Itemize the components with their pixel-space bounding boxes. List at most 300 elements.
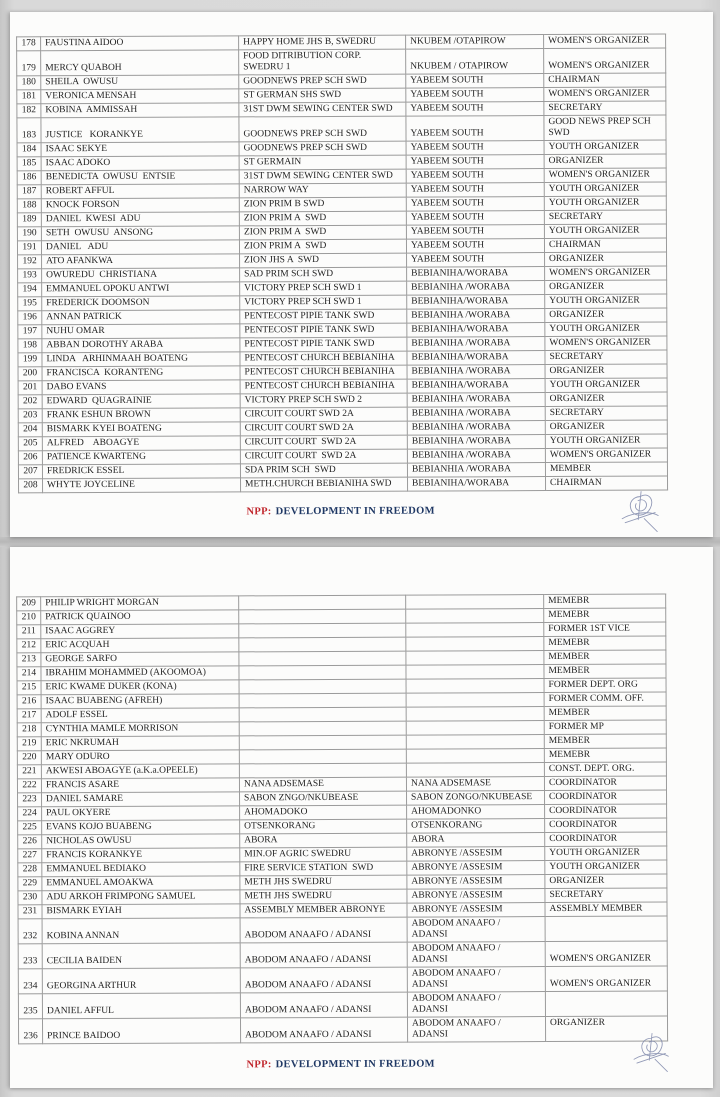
roster-table-wrap-1 [16,34,668,494]
station-name: PENTECOST CHURCH BEBIANIHA [240,351,407,366]
station-name: PENTECOST PIPIE TANK SWD [240,323,407,338]
row-number: 187 [17,185,41,199]
member-name: AKWESI ABOAGYE (a.K.a.OPEELE) [41,764,239,779]
position-title: COORDINATOR [545,818,667,833]
member-name: FREDERICK DOOMSON [42,296,240,311]
electoral-area: OTSENKORANG [407,819,545,834]
position-title: MEMBER [545,462,667,477]
station-name [239,623,406,638]
electoral-area [406,749,544,764]
electoral-area [406,651,544,666]
electoral-area [406,693,544,708]
member-name: ADOLF ESSEL [41,708,239,723]
position-title: YOUTH ORGANIZER [545,860,667,875]
position-title: COORDINATOR [545,832,667,847]
station-name: ST GERMAN SHS SWD [239,88,406,103]
slogan-text: DEVELOPMENT IN FREEDOM [275,1058,435,1071]
station-name: ABODOM ANAAFO / ADANSI [240,942,407,968]
electoral-area: NKUBEM /OTAPIROW [406,35,544,50]
position-title: WOMEN'S ORGANIZER [544,168,666,183]
station-name: HAPPY HOME JHS B, SWEDRU [239,35,406,50]
row-number: 182 [17,104,41,118]
station-name [239,693,406,708]
member-name: FRANCIS KORANKYE [42,848,240,863]
position-title: FORMER 1ST VICE [544,622,666,637]
row-number: 211 [17,625,41,639]
row-number: 215 [17,681,41,695]
station-name: MIN.OF AGRIC SWEDRU [240,847,407,862]
npp-label: NPP: [246,1059,272,1071]
position-title: CHAIRMAN [544,73,666,88]
electoral-area: YABEEM SOUTH [406,74,544,89]
station-name: PENTECOST PIPIE TANK SWD [240,337,407,352]
row-number: 233 [18,944,42,969]
position-title: YOUTH ORGANIZER [544,196,666,211]
electoral-area: YABEEM SOUTH [406,225,544,240]
position-title: WOMEN'S ORGANIZER [545,448,667,463]
station-name: CIRCUIT COURT SWD 2A [240,421,407,436]
position-title: FORMER MP [544,720,666,735]
station-name: OTSENKORANG [240,819,407,834]
electoral-area: BEBIANIHA /WORABA [407,449,545,464]
electoral-area: BEBIANIHA/WORABA [407,295,545,310]
member-name: EMMANUEL OPOKU ANTWI [42,282,240,297]
row-number: 231 [18,905,42,919]
electoral-area [406,707,544,722]
station-name: PENTECOST PIPIE TANK SWD [240,309,407,324]
member-name: LINDA ARHINMAAH BOATENG [42,352,240,367]
slogan-text: DEVELOPMENT IN FREEDOM [275,505,435,518]
electoral-area [406,637,544,652]
member-name: IBRAHIM MOHAMMED (AKOOMOA) [41,666,239,681]
member-name: OWUREDU CHRISTIANA [42,268,240,283]
position-title [545,991,667,1017]
electoral-area: NANA ADSEMASE [406,777,544,792]
page-2-content [9,545,714,1089]
station-name: PENTECOST CHURCH BEBIANIHA [240,365,407,380]
electoral-area: YABEEM SOUTH [406,197,544,212]
position-title: MEMEBR [544,608,666,623]
row-number: 198 [18,339,42,353]
member-name: ALFRED ABOAGYE [42,436,240,451]
member-name: ISAAC ADOKO [41,156,239,171]
row-number: 179 [17,51,41,76]
position-title: YOUTH ORGANIZER [545,294,667,309]
electoral-area: ABODOM ANAAFO / ADANSI [407,917,545,943]
row-number: 229 [18,877,42,891]
station-name: METH.CHURCH BEBIANIHA SWD [241,477,408,492]
members-roster-table-2 [16,594,668,1045]
electoral-area: AHOMADONKO [407,805,545,820]
station-name [239,595,406,610]
position-title: COORDINATOR [545,804,667,819]
member-name: PAUL OKYERE [42,806,240,821]
row-number: 220 [17,751,41,765]
npp-label: NPP: [246,506,272,518]
position-title: FORMER DEPT. ORG [544,678,666,693]
electoral-area [406,721,544,736]
position-title: ASSEMBLY MEMBER [545,902,667,917]
member-name: EMMANUEL BEDIAKO [42,862,240,877]
electoral-area: ABRONYE /ASSESIM [407,903,545,918]
position-title: FORMER COMM. OFF. [544,692,666,707]
position-title: WOMEN'S ORGANIZER [544,87,666,102]
party-slogan-footer [0,504,692,518]
station-name: GOODNEWS PREP SCH SWD [239,141,406,156]
electoral-area: YABEEM SOUTH [406,239,544,254]
position-title: GOOD NEWS PREP SCH SWD [544,115,666,141]
row-number: 235 [18,994,42,1019]
row-number: 232 [18,919,42,944]
position-title: ORGANIZER [545,392,667,407]
member-name: ATO AFANKWA [42,254,240,269]
member-name: NUHU OMAR [42,324,240,339]
member-name: PATIENCE KWARTENG [42,450,240,465]
station-name: ASSEMBLY MEMBER ABRONYE [240,903,407,918]
position-title: YOUTH ORGANIZER [545,846,667,861]
roster-table-wrap-2 [16,594,668,1045]
position-title: ORGANIZER [545,874,667,889]
row-number: 199 [18,353,42,367]
electoral-area: ABORA [407,833,545,848]
electoral-area: YABEEM SOUTH [406,88,544,103]
row-number: 204 [18,423,42,437]
electoral-area [406,665,544,680]
row-number: 209 [17,597,41,611]
row-number: 197 [18,325,42,339]
position-title: COORDINATOR [544,776,666,791]
station-name: SDA PRIM SCH SWD [240,463,407,478]
member-name: EMMANUEL AMOAKWA [42,876,240,891]
signature-stamp-icon [619,488,661,534]
row-number: 203 [18,409,42,423]
row-number: 228 [18,863,42,877]
electoral-area: BEBIANIHA/WORABA [407,267,545,282]
position-title: ORGANIZER [545,420,667,435]
member-name: PHILIP WRIGHT MORGAN [41,596,239,611]
electoral-area: ABODOM ANAAFO / ADANSI [407,967,545,993]
member-name: KOBINA AMMISSAH [41,103,239,118]
row-number: 216 [17,695,41,709]
position-title: MEMBER [544,650,666,665]
station-name: ABODOM ANAAFO / ADANSI [240,967,407,993]
electoral-area: YABEEM SOUTH [406,141,544,156]
electoral-area: BEBIANIHA /WORABA [407,421,545,436]
station-name: ST GERMAIN [239,155,406,170]
position-title: WOMEN'S ORGANIZER [544,48,666,74]
member-name: DANIEL KWESI ADU [41,212,239,227]
member-name: GEORGE SARFO [41,652,239,667]
position-title: SECRETARY [544,101,666,116]
row-number: 207 [18,465,42,479]
electoral-area: BEBIANIHA/WORABA [407,351,545,366]
electoral-area: ABRONYE /ASSESIM [407,847,545,862]
position-title: ORGANIZER [545,280,667,295]
row-number: 234 [18,969,42,994]
table-row [17,48,666,76]
station-name: CIRCUIT COURT SWD 2A [240,407,407,422]
row-number: 219 [17,737,41,751]
document-page-1 [10,12,713,537]
station-name: ZION PRIM B SWD [239,197,406,212]
station-name: GOODNEWS PREP SCH SWD [239,116,406,142]
position-title: MEMEBR [544,636,666,651]
station-name: CIRCUIT COURT SWD 2A [240,435,407,450]
station-name: ABODOM ANAAFO / ADANSI [240,917,407,943]
row-number: 202 [18,395,42,409]
position-title: ORGANIZER [544,154,666,169]
row-number: 221 [17,765,41,779]
electoral-area: YABEEM SOUTH [406,169,544,184]
position-title: YOUTH ORGANIZER [544,140,666,155]
position-title: ORGANIZER [545,252,667,267]
member-name: NICHOLAS OWUSU [42,834,240,849]
position-title: ORGANIZER [545,308,667,323]
position-title: COORDINATOR [545,790,667,805]
electoral-area: YABEEM SOUTH [406,183,544,198]
position-title: ORGANIZER [545,1016,667,1042]
electoral-area: YABEEM SOUTH [406,155,544,170]
member-name: JUSTICE KORANKYE [41,117,239,143]
table-row [18,941,667,969]
station-name: AHOMADOKO [240,805,407,820]
table-row [18,916,667,944]
member-name: ANNAN PATRICK [42,310,240,325]
member-name: FRANCISCA KORANTENG [42,366,240,381]
position-title [545,916,667,942]
row-number: 185 [17,157,41,171]
member-name: CYNTHIA MAMLE MORRISON [41,722,239,737]
member-name: FAUSTINA AIDOO [41,36,239,51]
member-name: ADU ARKOH FRIMPONG SAMUEL [42,890,240,905]
position-title: CONST. DEPT. ORG. [544,762,666,777]
position-title: MEMEBR [544,594,666,609]
position-title: MEMBER [544,664,666,679]
station-name [239,609,406,624]
electoral-area: NKUBEM / OTAPIROW [406,49,544,75]
row-number: 227 [18,849,42,863]
member-name: KNOCK FORSON [41,198,239,213]
member-name: VERONICA MENSAH [41,89,239,104]
row-number: 180 [17,76,41,90]
member-name: ERIC ACQUAH [41,638,239,653]
member-name: WHYTE JOYCELINE [43,478,241,493]
electoral-area: YABEEM SOUTH [406,116,544,142]
member-name: PATRICK QUAINOO [41,610,239,625]
row-number: 189 [17,213,41,227]
row-number: 178 [17,37,41,51]
station-name: ABORA [240,833,407,848]
electoral-area: BEBIANIHA/WORABA [407,477,545,492]
row-number: 186 [17,171,41,185]
row-number: 212 [17,639,41,653]
member-name: DANIEL SAMARE [42,792,240,807]
station-name [239,721,406,736]
row-number: 195 [18,297,42,311]
member-name: EDWARD QUAGRAINIE [42,394,240,409]
row-number: 223 [18,793,42,807]
member-name: EVANS KOJO BUABENG [42,820,240,835]
member-name: ISAAC BUABENG (AFREH) [41,694,239,709]
member-name: SHEILA OWUSU [41,75,239,90]
station-name: ZION JHS A SWD [240,253,407,268]
electoral-area: BEBIANIHA /WORABA [407,281,545,296]
member-name: BISMARK KYEI BOATENG [42,422,240,437]
member-name: SETH OWUSU ANSONG [41,226,239,241]
station-name [239,679,406,694]
station-name: ZION PRIM A SWD [239,211,406,226]
position-title: WOMEN'S ORGANIZER [545,941,667,967]
position-title: SECRETARY [545,350,667,365]
position-title: MEMBER [544,706,666,721]
position-title: YOUTH ORGANIZER [545,322,667,337]
electoral-area: BEBIANIHA /WORABA [407,407,545,422]
electoral-area: BEBIANIHA /WORABA [407,365,545,380]
page-1-content [9,10,714,538]
position-title: SECRETARY [545,406,667,421]
member-name: DABO EVANS [42,380,240,395]
member-name: ISAAC SEKYE [41,142,239,157]
member-name: FRANK ESHUN BROWN [42,408,240,423]
station-name: SAD PRIM SCH SWD [240,267,407,282]
member-name: ROBERT AFFUL [41,184,239,199]
row-number: 183 [17,118,41,143]
electoral-area: YABEEM SOUTH [407,253,545,268]
member-name: FREDRICK ESSEL [42,464,240,479]
member-name: PRINCE BAIDOO [42,1018,240,1044]
station-name: 31ST DWM SEWING CENTER SWD [239,102,406,117]
station-name [239,665,406,680]
row-number: 192 [18,255,42,269]
station-name: VICTORY PREP SCH SWD 1 [240,281,407,296]
table-row [19,476,668,493]
electoral-area: ABRONYE /ASSESIM [407,889,545,904]
electoral-area: YABEEM SOUTH [406,211,544,226]
station-name: METH JHS SWEDRU [240,889,407,904]
station-name: 31ST DWM SEWING CENTER SWD [239,169,406,184]
member-name: ERIC KWAME DUKER (KONA) [41,680,239,695]
row-number: 191 [17,241,41,255]
station-name: FIRE SERVICE STATION SWD [240,861,407,876]
member-name: GEORGINA ARTHUR [42,968,240,994]
table-row [18,1016,667,1044]
row-number: 210 [17,611,41,625]
electoral-area [406,609,544,624]
station-name: ZION PRIM A SWD [239,239,406,254]
station-name: FOOD DITRIBUTION CORP. SWEDRU 1 [239,49,406,75]
station-name: VICTORY PREP SCH SWD 2 [240,393,407,408]
position-title: YOUTH ORGANIZER [544,182,666,197]
electoral-area: ABODOM ANAAFO / ADANSI [407,992,545,1018]
electoral-area: YABEEM SOUTH [406,102,544,117]
station-name [239,707,406,722]
position-title: WOMEN'S ORGANIZER [545,336,667,351]
row-number: 225 [18,821,42,835]
station-name: VICTORY PREP SCH SWD 1 [240,295,407,310]
position-title: WOMEN'S ORGANIZER [545,266,667,281]
electoral-area: BEBIANIHA /WORABA [407,337,545,352]
station-name [239,651,406,666]
electoral-area [406,679,544,694]
electoral-area [406,735,544,750]
member-name: DANIEL AFFUL [42,993,240,1019]
electoral-area: SABON ZONGO/NKUBEASE [407,791,545,806]
station-name [239,763,406,778]
member-name: ERIC NKRUMAH [41,736,239,751]
member-name: CECILIA BAIDEN [42,943,240,969]
position-title: MEMBER [544,734,666,749]
row-number: 196 [18,311,42,325]
member-name: BISMARK EYIAH [42,904,240,919]
station-name [239,749,406,764]
position-title: MEMEBR [544,748,666,763]
signature-stamp-icon [631,1029,671,1073]
members-roster-table-1 [16,34,668,494]
row-number: 218 [17,723,41,737]
electoral-area [406,595,544,610]
position-title: YOUTH ORGANIZER [545,378,667,393]
electoral-area [406,763,544,778]
electoral-area: BEBIANIHA /WORABA [407,393,545,408]
member-name: BENEDICTA OWUSU ENTSIE [41,170,239,185]
station-name: ZION PRIM A SWD [239,225,406,240]
position-title: SECRETARY [545,888,667,903]
electoral-area [406,623,544,638]
row-number: 214 [17,667,41,681]
member-name: KOBINA ANNAN [42,918,240,944]
row-number: 206 [18,451,42,465]
electoral-area: ABRONYE /ASSESIM [407,861,545,876]
position-title: YOUTH ORGANIZER [545,434,667,449]
row-number: 208 [19,479,43,493]
row-number: 201 [18,381,42,395]
row-number: 194 [18,283,42,297]
member-name: MARY ODURO [41,750,239,765]
station-name: NANA ADSEMASE [239,777,406,792]
station-name: ABODOM ANAAFO / ADANSI [240,1017,407,1043]
row-number: 217 [17,709,41,723]
member-name: ISAAC AGGREY [41,624,239,639]
electoral-area: ABODOM ANAAFO / ADANSI [407,942,545,968]
member-name: DANIEL ADU [41,240,239,255]
electoral-area: BEBIANIHA /WORABA [407,309,545,324]
position-title: CHAIRMAN [545,476,667,491]
row-number: 190 [17,227,41,241]
row-number: 224 [18,807,42,821]
electoral-area: BEBIANHIA /WORABA [407,463,545,478]
row-number: 188 [17,199,41,213]
position-title: WOMEN'S ORGANIZER [544,34,666,49]
position-title: SECRETARY [544,210,666,225]
position-title: WOMEN'S ORGANIZER [545,966,667,992]
station-name: PENTECOST CHURCH BEBIANIHA [240,379,407,394]
station-name: NARROW WAY [239,183,406,198]
row-number: 213 [17,653,41,667]
station-name: CIRCUIT COURT SWD 2A [240,449,407,464]
station-name [239,637,406,652]
row-number: 181 [17,90,41,104]
member-name: MERCY QUABOH [41,50,239,76]
row-number: 184 [17,143,41,157]
table-row [18,991,667,1019]
station-name: GOODNEWS PREP SCH SWD [239,74,406,89]
member-name: ABBAN DOROTHY ARABA [42,338,240,353]
electoral-area: ABRONYE /ASSESIM [407,875,545,890]
row-number: 226 [18,835,42,849]
position-title: YOUTH ORGANIZER [544,224,666,239]
row-number: 222 [17,779,41,793]
electoral-area: BEBIANIHA /WORABA [407,435,545,450]
